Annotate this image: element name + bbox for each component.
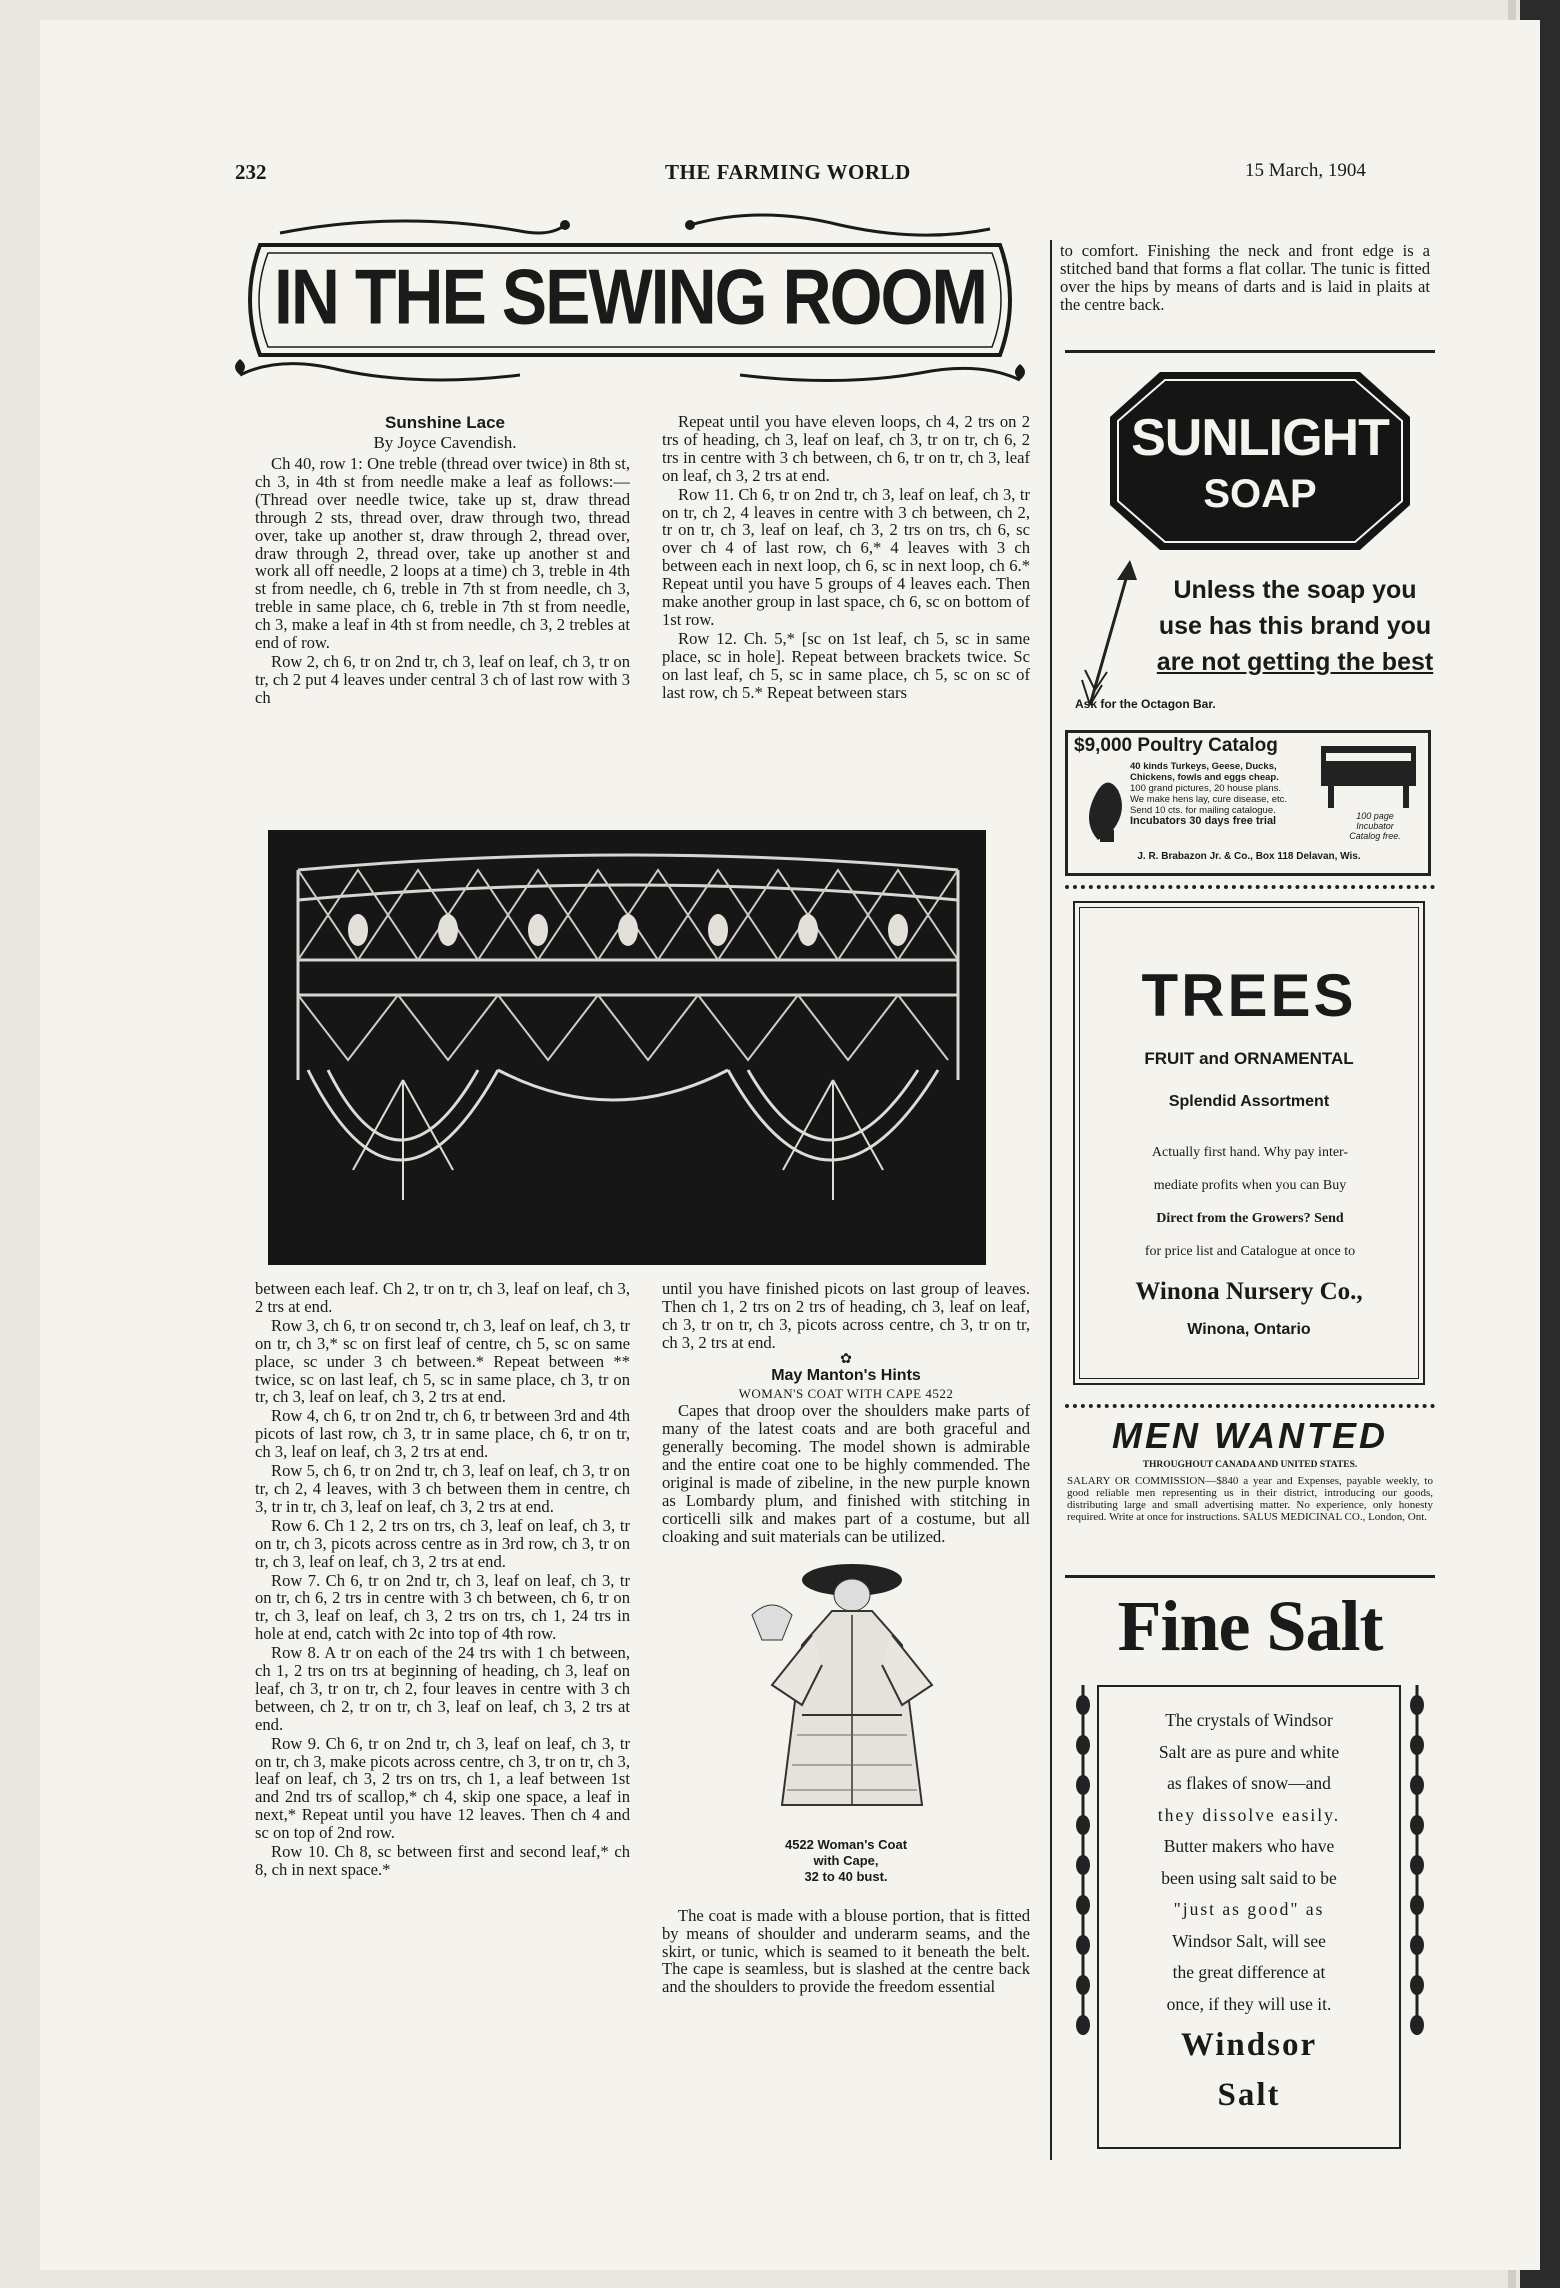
sunlight-soap-word: SOAP bbox=[1203, 472, 1317, 516]
slogan-line: use has this brand you bbox=[1158, 612, 1432, 640]
poultry-line: Incubators 30 days free trial bbox=[1130, 815, 1277, 827]
trees-subtitle: FRUIT and ORNAMENTAL bbox=[1144, 1049, 1354, 1068]
article-paragraph: Row 8. A tr on each of the 24 trs with 1 ch between, ch 1, 2 trs on trs at beginning of heading, ch 3, leaf on leaf, ch 3, tr on tr, ch 2, four leaves in centre with 3 ch between, ch 2, tr on tr, ch 3, leaf on leaf, ch 3, 2 trs at end. bbox=[255, 1643, 630, 1734]
trees-body bbox=[1091, 1136, 1409, 1268]
poultry-line: 100 grand pictures, 20 house plans. bbox=[1130, 783, 1282, 794]
column-divider bbox=[1050, 240, 1052, 2160]
poultry-line: We make hens lay, cure disease, etc. bbox=[1130, 794, 1288, 805]
article-paragraph: between each leaf. Ch 2, tr on tr, ch 3, leaf on leaf, ch 3, 2 trs at end. bbox=[255, 1279, 630, 1316]
divider bbox=[1065, 350, 1435, 353]
trees-line: Direct from the Growers? Send bbox=[1156, 1211, 1344, 1226]
publication-title: THE FARMING WORLD bbox=[665, 160, 911, 184]
salt-line: as flakes of snow—and bbox=[1167, 1773, 1331, 1793]
salt-line: Butter makers who have bbox=[1163, 1836, 1335, 1856]
salt-brand: Salt bbox=[1217, 2077, 1281, 2113]
coat-caption bbox=[662, 1837, 1030, 1885]
article-paragraph: to comfort. Finishing the neck and front edge is a stitched band that forms a flat collar. The tunic is fitted over the hips by means of darts and is laid in plaits at the centre back. bbox=[1060, 241, 1430, 314]
article-col2-bottom bbox=[662, 1280, 1030, 1997]
article-paragraph: Ch 40, row 1: One treble (thread over twice) in 8th st, ch 3, in 4th st from needle make a leaf as follows:—(Thread over needle twice, take up st, draw thread through 2 sts, thread over, draw through two, thread over, take up another st, draw through 2, thread over, draw through 2, thread over, take up another st and work all off needle, 2 loops at a time) ch 3, treble in 4th st from needle, ch 6, treble in 7th st from needle, ch 3, treble in same place, ch 6, treble in 7th st from needle, ch 3, make a leaf in 4th st from needle, ch 3, 2 trebles at end of row. bbox=[255, 454, 630, 653]
article-paragraph: Row 4, ch 6, tr on 2nd tr, ch 6, tr between 3rd and 4th picots of last row, ch 3, tr in same place, ch 6, tr on tr, ch 3, leaf on leaf, ch 3, 2 trs at end. bbox=[255, 1406, 630, 1462]
hints-subtitle: WOMAN'S COAT WITH CAPE 4522 bbox=[738, 1385, 954, 1401]
poultry-side-note bbox=[1330, 811, 1420, 841]
article-paragraph: until you have finished picots on last group of leaves. Then ch 1, 2 trs on 2 trs of heading, ch 3, leaf on leaf, ch 3, tr on tr, ch 3, picots across centre, ch 3, tr on tr, ch 3, 2 trs at end. bbox=[662, 1279, 1030, 1352]
poultry-line: Chickens, fowls and eggs cheap. bbox=[1130, 772, 1279, 783]
article-paragraph: Row 12. Ch. 5,* [sc on 1st leaf, ch 5, sc in same place, sc in hole]. Repeat between brackets twice. Sc on last leaf, ch 5, sc in same place, ch 5, sc on sc of last row, ch 5.* Repeat between stars bbox=[662, 628, 1030, 702]
salt-line: they dissolve easily. bbox=[1157, 1804, 1341, 1825]
men-wanted-title: MEN WANTED bbox=[1112, 1415, 1388, 1456]
sunlight-slogan bbox=[1145, 572, 1445, 680]
article-paragraph: Row 6. Ch 1 2, 2 trs on trs, ch 3, leaf on leaf, ch 3, tr on tr, ch 3, picots across centre as in 3rd row, ch 3, tr on tr, ch 3, leaf on leaf, ch 3, 2 trs at end. bbox=[255, 1515, 630, 1571]
salt-line: been using salt said to be bbox=[1161, 1867, 1337, 1888]
salt-line: Salt are as pure and white bbox=[1158, 1741, 1340, 1762]
side-note-line: 100 page bbox=[1356, 811, 1394, 821]
slogan-line: are not getting the best bbox=[1156, 648, 1434, 676]
article-byline: By Joyce Cavendish. bbox=[373, 433, 517, 452]
men-wanted-sub: THROUGHOUT CANADA AND UNITED STATES. bbox=[1142, 1460, 1358, 1470]
trees-line: mediate profits when you can Buy bbox=[1153, 1178, 1347, 1193]
coat-illustration-area bbox=[662, 1547, 1030, 1907]
slogan-line: Unless the soap you bbox=[1173, 576, 1417, 604]
salt-line: The crystals of Windsor bbox=[1165, 1710, 1333, 1730]
coat-illustration bbox=[742, 1555, 962, 1825]
caption-line: with Cape, bbox=[813, 1852, 879, 1868]
trees-company: Winona Nursery Co., bbox=[1135, 1278, 1363, 1305]
article-paragraph: Row 3, ch 6, tr on second tr, ch 3, leaf on leaf, ch 3, tr on tr, ch 3,* sc on first leaf of centre, ch 5, sc on same place, sc under 3 ch between.* Repeat between ** twice, sc on last leaf, ch 5, sc in same place, ch 3, tr on tr, ch 3, leaf on leaf, ch 3, 2 trs at end. bbox=[255, 1315, 630, 1407]
poultry-title: $9,000 Poultry Catalog bbox=[1074, 735, 1278, 756]
trees-title: TREES bbox=[1141, 962, 1357, 1029]
caption-line: 4522 Woman's Coat bbox=[784, 1836, 908, 1852]
trees-frame bbox=[1073, 901, 1425, 1385]
salt-body bbox=[1113, 1705, 1385, 2020]
article-paragraph: Row 7. Ch 6, tr on 2nd tr, ch 3, leaf on leaf, ch 3, tr on tr, ch 6, 2 trs in centre with 3 ch between, ch 6, tr on tr, ch 3, leaf on leaf, ch 3, 2 trs on trs, ch 1, 24 trs in hole at end, catch with 2c into top of 4th row. bbox=[255, 1570, 630, 1644]
article-paragraph: Row 9. Ch 6, tr on 2nd tr, ch 3, leaf on leaf, ch 3, tr on tr, ch 3, make picots across centre, ch 3, tr on tr, ch 3, leaf on leaf, ch 3, 2 trs on trs, ch 1, a leaf between 1st and 2nd trs of scallop,* ch 4, skip one space, a leaf in next,* Repeat until you have 12 leaves. Then ch 4 and sc on top of 2nd row. bbox=[255, 1733, 630, 1843]
trees-line: Actually first hand. Why pay inter- bbox=[1151, 1145, 1349, 1160]
article-paragraph: Row 11. Ch 6, tr on 2nd tr, ch 3, leaf on leaf, ch 3, tr on tr, ch 2, 4 leaves in centre with 3 ch between, ch 2, tr on tr, ch 3, leaf on leaf, ch 3, 2 trs on trs, ch 6, sc over ch 4 of last row, ch 6,* 4 leaves with 3 ch between each in next loop, ch 6, sc in next loop, ch 6.* Repeat until you have 5 groups of 4 leaves each. Then make another group in last space, ch 6, sc on bottom of 1st row. bbox=[662, 484, 1030, 629]
trees-line: for price list and Catalogue at once to bbox=[1144, 1244, 1356, 1259]
article-paragraph: Row 5, ch 6, tr on 2nd tr, ch 3, leaf on leaf, ch 3, tr on tr, ch 2, 4 leaves, with 3 ch between them in centre, ch 3, tr in tr, ch 3, leaf on leaf, ch 3, 2 trs at end. bbox=[255, 1461, 630, 1516]
article-paragraph: Row 10. Ch 8, sc between first and second leaf,* ch 8, ch in next space.* bbox=[255, 1842, 630, 1879]
article-col3-top bbox=[1060, 242, 1430, 315]
salt-brand: Windsor bbox=[1180, 2027, 1318, 2063]
poultry-line: 40 kinds Turkeys, Geese, Ducks, bbox=[1130, 761, 1277, 772]
lace-photograph bbox=[268, 830, 986, 1265]
men-wanted-ad bbox=[1065, 1415, 1435, 1578]
section-title: IN THE SEWING ROOM bbox=[274, 253, 986, 341]
poultry-catalog-ad bbox=[1065, 730, 1431, 876]
salt-title: Fine Salt bbox=[1117, 1586, 1383, 1666]
hints-ornament-icon: ✿ bbox=[840, 1351, 852, 1367]
hints-paragraph: The coat is made with a blouse portion, that is fitted by means of shoulder and underarm seams, and the skirt, or tunic, which is seamed to it beneath the belt. The cape is seamless, but is slashed at the centre back and the shoulders to provide the freedom essential bbox=[662, 1905, 1030, 1997]
salt-frame bbox=[1097, 1685, 1401, 2149]
sunlight-soap-ad bbox=[1065, 360, 1435, 725]
trees-ad bbox=[1065, 885, 1435, 1408]
incubator-icon bbox=[1316, 741, 1421, 811]
side-note-line: Incubator bbox=[1356, 821, 1394, 831]
salt-line: "just as good" as bbox=[1173, 1899, 1325, 1919]
trees-sub2: Splendid Assortment bbox=[1168, 1093, 1330, 1110]
salt-line: Windsor Salt, will see bbox=[1172, 1930, 1326, 1951]
sunlight-footer: Ask for the Octagon Bar. bbox=[1075, 697, 1216, 711]
arrow-icon bbox=[1075, 555, 1145, 715]
newspaper-page bbox=[40, 20, 1540, 2270]
article-col1-bottom bbox=[255, 1280, 630, 1880]
hints-paragraph: Capes that droop over the shoulders make parts of many of the latest coats and are both graceful and generally becoming. The model shown is admirable and the entire coat one to be highly commended. The original is made of zibeline, in the new purple known as Lombardy plum, and finished with stitching in corticelli silk and makes part of a costume, but all cloaking and suit materials can be utilized. bbox=[662, 1401, 1030, 1546]
article-col2-top bbox=[662, 413, 1030, 703]
windsor-salt-ad bbox=[1065, 1585, 1435, 2160]
salt-line: once, if they will use it. bbox=[1166, 1993, 1332, 2014]
hints-title: May Manton's Hints bbox=[771, 1366, 921, 1384]
salt-line: the great difference at bbox=[1172, 1962, 1326, 1982]
article-paragraph: Row 2, ch 6, tr on 2nd tr, ch 3, leaf on leaf, ch 3, tr on tr, ch 2 put 4 leaves under central 3 ch of last row with 3 ch bbox=[255, 651, 630, 707]
caption-line: 32 to 40 bust. bbox=[804, 1868, 888, 1884]
trees-place: Winona, Ontario bbox=[1187, 1321, 1311, 1338]
poultry-address: J. R. Brabazon Jr. & Co., Box 118 Delavan, Wis. bbox=[1137, 851, 1361, 862]
article-title: Sunshine Lace bbox=[385, 413, 505, 432]
wheat-border-right bbox=[1405, 1685, 1429, 2035]
issue-date: 15 March, 1904 bbox=[1245, 160, 1366, 181]
article-paragraph: Repeat until you have eleven loops, ch 4, 2 trs on 2 trs of heading, ch 3, leaf on leaf, ch 3, tr on tr, ch 6, 2 trs in centre with 3 ch between, ch 6, tr on tr, ch 3, leaf on leaf, ch 3, 2 trs at end. bbox=[662, 412, 1030, 485]
rooster-icon bbox=[1078, 775, 1134, 845]
men-wanted-body: SALARY OR COMMISSION—$840 a year and Expenses, payable weekly, to good reliable men representing us in their district, introducing our goods, distributing large and small advertising matter. No experience, only honesty required. Write at once for instructions. SALUS MEDICINAL CO., London, Ont. bbox=[1067, 1475, 1433, 1523]
poultry-line: Send 10 cts. for mailing catalogue. bbox=[1130, 805, 1276, 816]
sunlight-brand: SUNLIGHT bbox=[1131, 409, 1389, 467]
poultry-body bbox=[1130, 761, 1320, 827]
page-number: 232 bbox=[235, 160, 267, 184]
article-col1-top bbox=[255, 455, 630, 708]
wheat-border-left bbox=[1071, 1685, 1095, 2035]
side-note-line: Catalog free. bbox=[1349, 831, 1401, 841]
